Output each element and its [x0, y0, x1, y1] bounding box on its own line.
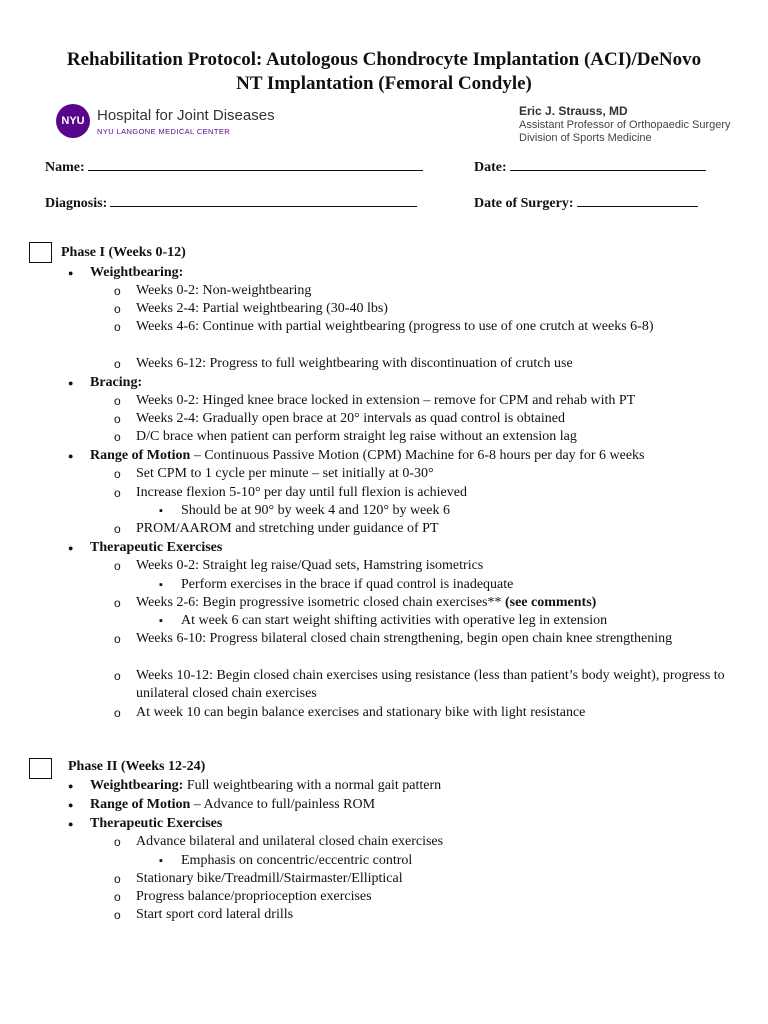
phase2-checkbox[interactable]	[29, 758, 52, 779]
name-input-line[interactable]	[88, 158, 423, 171]
name-label: Name:	[45, 160, 85, 175]
phase1-exercise-subitem: ▪ At week 6 can start weight shifting activities with operative leg in extension	[181, 612, 607, 630]
title-line-2: NT Implantation (Femoral Condyle)	[236, 73, 532, 94]
see-comments-note: (see comments)	[504, 595, 597, 610]
hospital-logo	[56, 104, 275, 138]
phase2-exercise-item: o Advance bilateral and unilateral closed chain exercises	[136, 833, 443, 851]
surgery-date-field[interactable]	[474, 194, 698, 212]
doctor-block	[519, 105, 731, 145]
phase1-wb-item: o Weeks 2-4: Partial weightbearing (30-40 lbs)	[136, 300, 388, 318]
phase1-exercise-item: o Weeks 6-10: Progress bilateral closed chain strengthening, begin open chain knee strengthening	[136, 630, 726, 648]
phase2-rom-label: Range of Motion	[90, 797, 191, 812]
phase1-exercise-item: o At week 10 can begin balance exercises and stationary bike with light resistance	[136, 704, 585, 722]
doctor-title: Assistant Professor of Orthopaedic Surgery	[519, 119, 731, 131]
diagnosis-input-line[interactable]	[110, 194, 417, 207]
phase2-exercise-item: o Stationary bike/Treadmill/Stairmaster/Elliptical	[136, 870, 403, 888]
phase1-exercise-item: o Weeks 10-12: Begin closed chain exercises using resistance (less than patient’s body weight), progress to unilateral closed chain exercises	[136, 667, 726, 703]
phase2-weightbearing-heading	[90, 777, 441, 795]
phase2-rom-heading	[90, 796, 375, 814]
phase2-exercise-subitem: ▪ Emphasis on concentric/eccentric control	[181, 852, 412, 870]
surgery-date-input-line[interactable]	[577, 194, 698, 207]
phase1-rom-item: o Set CPM to 1 cycle per minute – set initially at 0-30°	[136, 465, 434, 483]
phase1-wb-item: o Weeks 0-2: Non-weightbearing	[136, 282, 311, 300]
phase1-exercise-item	[136, 594, 596, 612]
phase2-wb-text: Full weightbearing with a normal gait pattern	[183, 778, 442, 793]
phase1-exercises-heading: ● Therapeutic Exercises	[90, 539, 222, 557]
hospital-name: Hospital for Joint Diseases	[97, 106, 275, 124]
date-label: Date:	[474, 160, 507, 175]
surgery-date-label: Date of Surgery:	[474, 196, 574, 211]
diagnosis-label: Diagnosis:	[45, 196, 108, 211]
phase1-rom-item: o Increase flexion 5-10° per day until full flexion is achieved	[136, 484, 467, 502]
phase1-checkbox[interactable]	[29, 242, 52, 263]
title-line-1: Rehabilitation Protocol: Autologous Chondrocyte Implantation (ACI)/DeNovo	[66, 49, 702, 70]
phase2-rom-text: – Advance to full/painless ROM	[190, 797, 376, 812]
phase1-wb-item: o Weeks 6-12: Progress to full weightbearing with discontinuation of crutch use	[136, 355, 573, 373]
phase1-rom-text: – Continuous Passive Motion (CPM) Machine for 6-8 hours per day for 6 weeks	[190, 448, 645, 463]
phase1-bracing-heading: ● Bracing:	[90, 374, 142, 392]
document-title	[30, 48, 738, 96]
phase1-rom-label: Range of Motion	[90, 448, 191, 463]
phase1-wb-item: o Weeks 4-6: Continue with partial weightbearing (progress to use of one crutch at weeks 6-8)	[136, 318, 726, 336]
phase2-wb-label: Weightbearing:	[90, 778, 184, 793]
phase2-exercises-heading: ● Therapeutic Exercises	[90, 815, 222, 833]
phase1-brace-item: o D/C brace when patient can perform straight leg raise without an extension lag	[136, 428, 577, 446]
date-input-line[interactable]	[510, 158, 706, 171]
phase1-rom-subitem: ▪ Should be at 90° by week 4 and 120° by week 6	[181, 502, 450, 520]
phase2-exercise-item: o Progress balance/proprioception exercises	[136, 888, 372, 906]
date-field[interactable]	[474, 158, 706, 176]
phase1-title: Phase I (Weeks 0-12)	[61, 245, 186, 260]
phase1-brace-item: o Weeks 2-4: Gradually open brace at 20° intervals as quad control is obtained	[136, 410, 565, 428]
phase2-title: Phase II (Weeks 12-24)	[68, 759, 206, 774]
phase1-exercise-item: o Weeks 0-2: Straight leg raise/Quad sets, Hamstring isometrics	[136, 557, 483, 575]
diagnosis-field[interactable]	[45, 194, 417, 212]
hospital-subtitle: NYU LANGONE MEDICAL CENTER	[97, 126, 231, 136]
name-field[interactable]	[45, 158, 423, 176]
phase1-exercise-subitem: ▪ Perform exercises in the brace if quad control is inadequate	[181, 576, 513, 594]
phase1-rom-heading	[90, 447, 645, 465]
phase1-weightbearing-heading: ● Weightbearing:	[90, 264, 183, 282]
nyu-logo-icon: NYU	[56, 104, 90, 138]
doctor-division: Division of Sports Medicine	[519, 132, 652, 144]
phase1-brace-item: o Weeks 0-2: Hinged knee brace locked in extension – remove for CPM and rehab with PT	[136, 392, 635, 410]
phase1-ex2-text: Weeks 2-6: Begin progressive isometric closed chain exercises**	[136, 595, 505, 610]
phase2-exercise-item: o Start sport cord lateral drills	[136, 906, 293, 924]
phase1-rom-item: o PROM/AAROM and stretching under guidance of PT	[136, 520, 439, 538]
doctor-name: Eric J. Strauss, MD	[519, 104, 628, 118]
